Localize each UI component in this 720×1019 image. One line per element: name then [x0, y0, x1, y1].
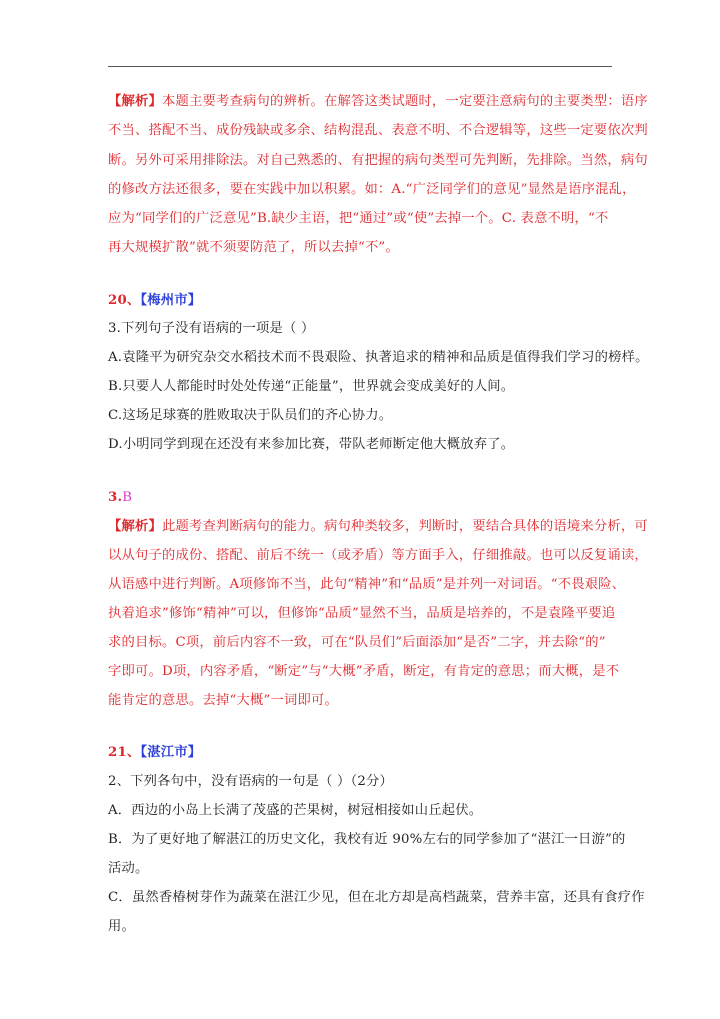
option-a: A．西边的小岛上长满了茂盛的芒果树，树冠相接如山丘起伏。 [108, 803, 483, 818]
analysis-line: 【解析】本题主要考查病句的辨析。在解答这类试题时，一定要注意病句的主要类型：语序 [108, 94, 648, 109]
option-d: D.小明同学到现在还没有来参加比赛，带队老师断定他大概放弃了。 [108, 437, 515, 452]
question-heading [108, 744, 628, 762]
answer-heading [108, 489, 628, 507]
answer-number: 3. [108, 490, 123, 505]
question-stem: 2、下列各句中，没有语病的一句是（ ）（2分） [108, 774, 394, 789]
analysis-line: 执着追求”修饰“精神”可以，但修饰“品质”显然不当，品质是培养的，不是袁隆平要追 [108, 606, 616, 621]
analysis-line: 的修改方法还很多，要在实践中加以积累。如：A.“广泛同学们的意见”显然是语序混乱， [108, 182, 636, 197]
analysis-line: 再大规模扩散”就不须要防范了，所以去掉“不”。 [108, 240, 399, 255]
question-stem: 3.下列句子没有语病的一项是（ ） [108, 321, 315, 336]
option-b: B．为了更好地了解湛江的历史文化，我校有近 90%左右的同学参加了“湛江一日游”的 [108, 832, 626, 847]
analysis-line: 从语感中进行判断。A项修饰不当，此句“精神”和“品质”是并列一对词语。“不畏艰险、 [108, 577, 626, 592]
header-rule [108, 66, 612, 67]
analysis-line: 断。另外可采用排除法。对自己熟悉的、有把握的病句类型可先判断，先排除。当然，病句 [108, 153, 648, 168]
option-b-continued: 活动。 [108, 861, 149, 876]
analysis-line: 求的目标。C项，前后内容不一致，可在“队员们”后面添加“是否”二字，并去除“的” [108, 635, 606, 650]
option-a: A.袁隆平为研究杂交水稻技术而不畏艰险、执著追求的精神和品质是值得我们学习的榜样。 [108, 350, 649, 365]
option-b: B.只要人人都能时时处处传递“正能量”，世界就会变成美好的人间。 [108, 379, 515, 394]
analysis-line: 字即可。D项，内容矛盾，“断定”与“大概”矛盾，断定，有肯定的意思；而大概，是不 [108, 664, 620, 679]
analysis-line: 以从句子的成份、搭配、前后不统一（或矛盾）等方面手入，仔细推敲。也可以反复诵读， [108, 548, 648, 563]
option-c: C.这场足球赛的胜败取决于队员们的齐心协力。 [108, 408, 393, 423]
question-source: 【梅州市】 [140, 293, 202, 308]
analysis-line: 能肯定的意思。去掉“大概”一词即可。 [108, 693, 338, 708]
answer-value: B [122, 490, 133, 505]
question-heading [108, 292, 628, 310]
question-number: 20、 [108, 293, 141, 308]
question-source: 【湛江市】 [140, 745, 202, 760]
analysis-line: 【解析】此题考查判断病句的能力。病句种类较多，判断时，要结合具体的语境来分析，可 [108, 519, 648, 534]
analysis-tag: 【解析】 [108, 94, 162, 109]
option-c: C．虽然香椿树芽作为蔬菜在湛江少见，但在北方却是高档蔬菜，营养丰富，还具有食疗作 [108, 890, 645, 905]
question-number: 21、 [108, 745, 141, 760]
analysis-tag: 【解析】 [108, 519, 162, 534]
option-c-continued: 用。 [108, 919, 135, 934]
analysis-line: 不当、搭配不当、成份残缺或多余、结构混乱、表意不明、不合逻辑等，这些一定要依次判 [108, 123, 648, 138]
analysis-line: 应为“同学们的广泛意见”B.缺少主语，把“通过”或“使”去掉一个。C. 表意不明，“不 [108, 211, 609, 226]
